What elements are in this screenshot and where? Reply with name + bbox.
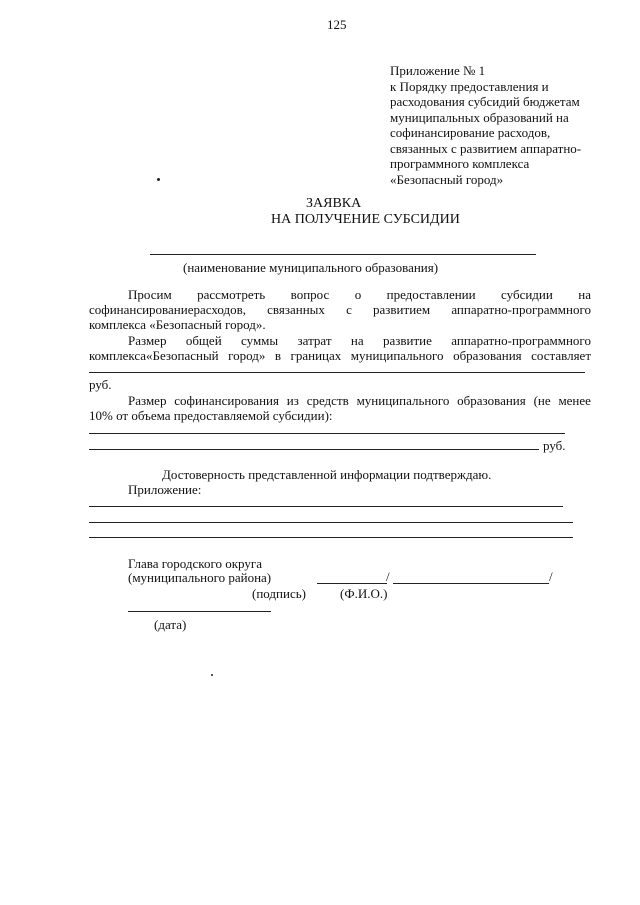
head-title-line2: (муниципального района) <box>128 570 272 585</box>
appendix-line: связанных с развитием аппаратно- <box>390 140 582 156</box>
signature-slash: / <box>386 569 390 584</box>
confirmation-text: Достоверность представленной информации подтверждаю. <box>162 467 492 482</box>
head-title-line1: Глава городского округа <box>128 556 262 571</box>
paragraph1-line3: комплекса «Безопасный город». <box>89 317 266 332</box>
cofinancing-line-1 <box>89 433 565 434</box>
attachment-label: Приложение: <box>128 482 202 497</box>
appendix-line: Приложение № 1 <box>390 63 486 78</box>
paragraph2-line1: Размер общей суммы затрат на развитие аппаратно-программного <box>128 333 591 348</box>
full-name-caption: (Ф.И.О.) <box>340 586 388 601</box>
signature-caption: (подпись) <box>252 586 306 601</box>
date-caption: (дата) <box>154 617 187 632</box>
attachment-line-3 <box>89 537 573 538</box>
scan-speck <box>211 674 213 676</box>
paragraph2-line2: комплекса«Безопасный город» в границах муниципального образования составляет <box>89 348 591 363</box>
total-amount-line <box>89 372 585 373</box>
paragraph1-line2: софинансированиерасходов, связанных с развитием аппаратно-программного <box>89 302 591 317</box>
document-title: ЗАЯВКА <box>306 196 362 211</box>
appendix-line: расходования субсидий бюджетам <box>390 94 580 109</box>
paragraph1-line1: Просим рассмотреть вопрос о предоставлении субсидии на <box>128 287 591 302</box>
date-line <box>128 611 271 612</box>
full-name-slash: / <box>549 569 553 584</box>
appendix-line: программного комплекса <box>390 156 530 171</box>
attachment-line-2 <box>89 522 573 523</box>
appendix-header <box>390 63 581 187</box>
municipality-caption: (наименование муниципального образования) <box>183 260 439 275</box>
page-number: 125 <box>327 17 347 32</box>
appendix-line: муниципальных образований на <box>390 109 569 125</box>
attachment-line-1 <box>89 506 563 507</box>
appendix-line: «Безопасный город» <box>390 171 504 187</box>
paragraph3-line1: Размер софинансирования из средств муниципального образования (не менее <box>128 393 591 408</box>
appendix-line: к Порядку предоставления и <box>390 78 549 94</box>
document-subtitle: НА ПОЛУЧЕНИЕ СУБСИДИИ <box>271 212 460 227</box>
full-name-line <box>393 583 549 584</box>
appendix-line: софинансирование расходов, <box>390 125 551 140</box>
total-currency-label: руб. <box>89 377 112 392</box>
cofinancing-currency-label: руб. <box>543 438 566 453</box>
signature-line <box>317 583 387 584</box>
scan-speck <box>157 178 160 181</box>
paragraph3-line2: 10% от объема предоставляемой субсидии): <box>89 408 333 423</box>
municipality-name-line <box>150 254 536 255</box>
cofinancing-line-2 <box>89 449 539 450</box>
